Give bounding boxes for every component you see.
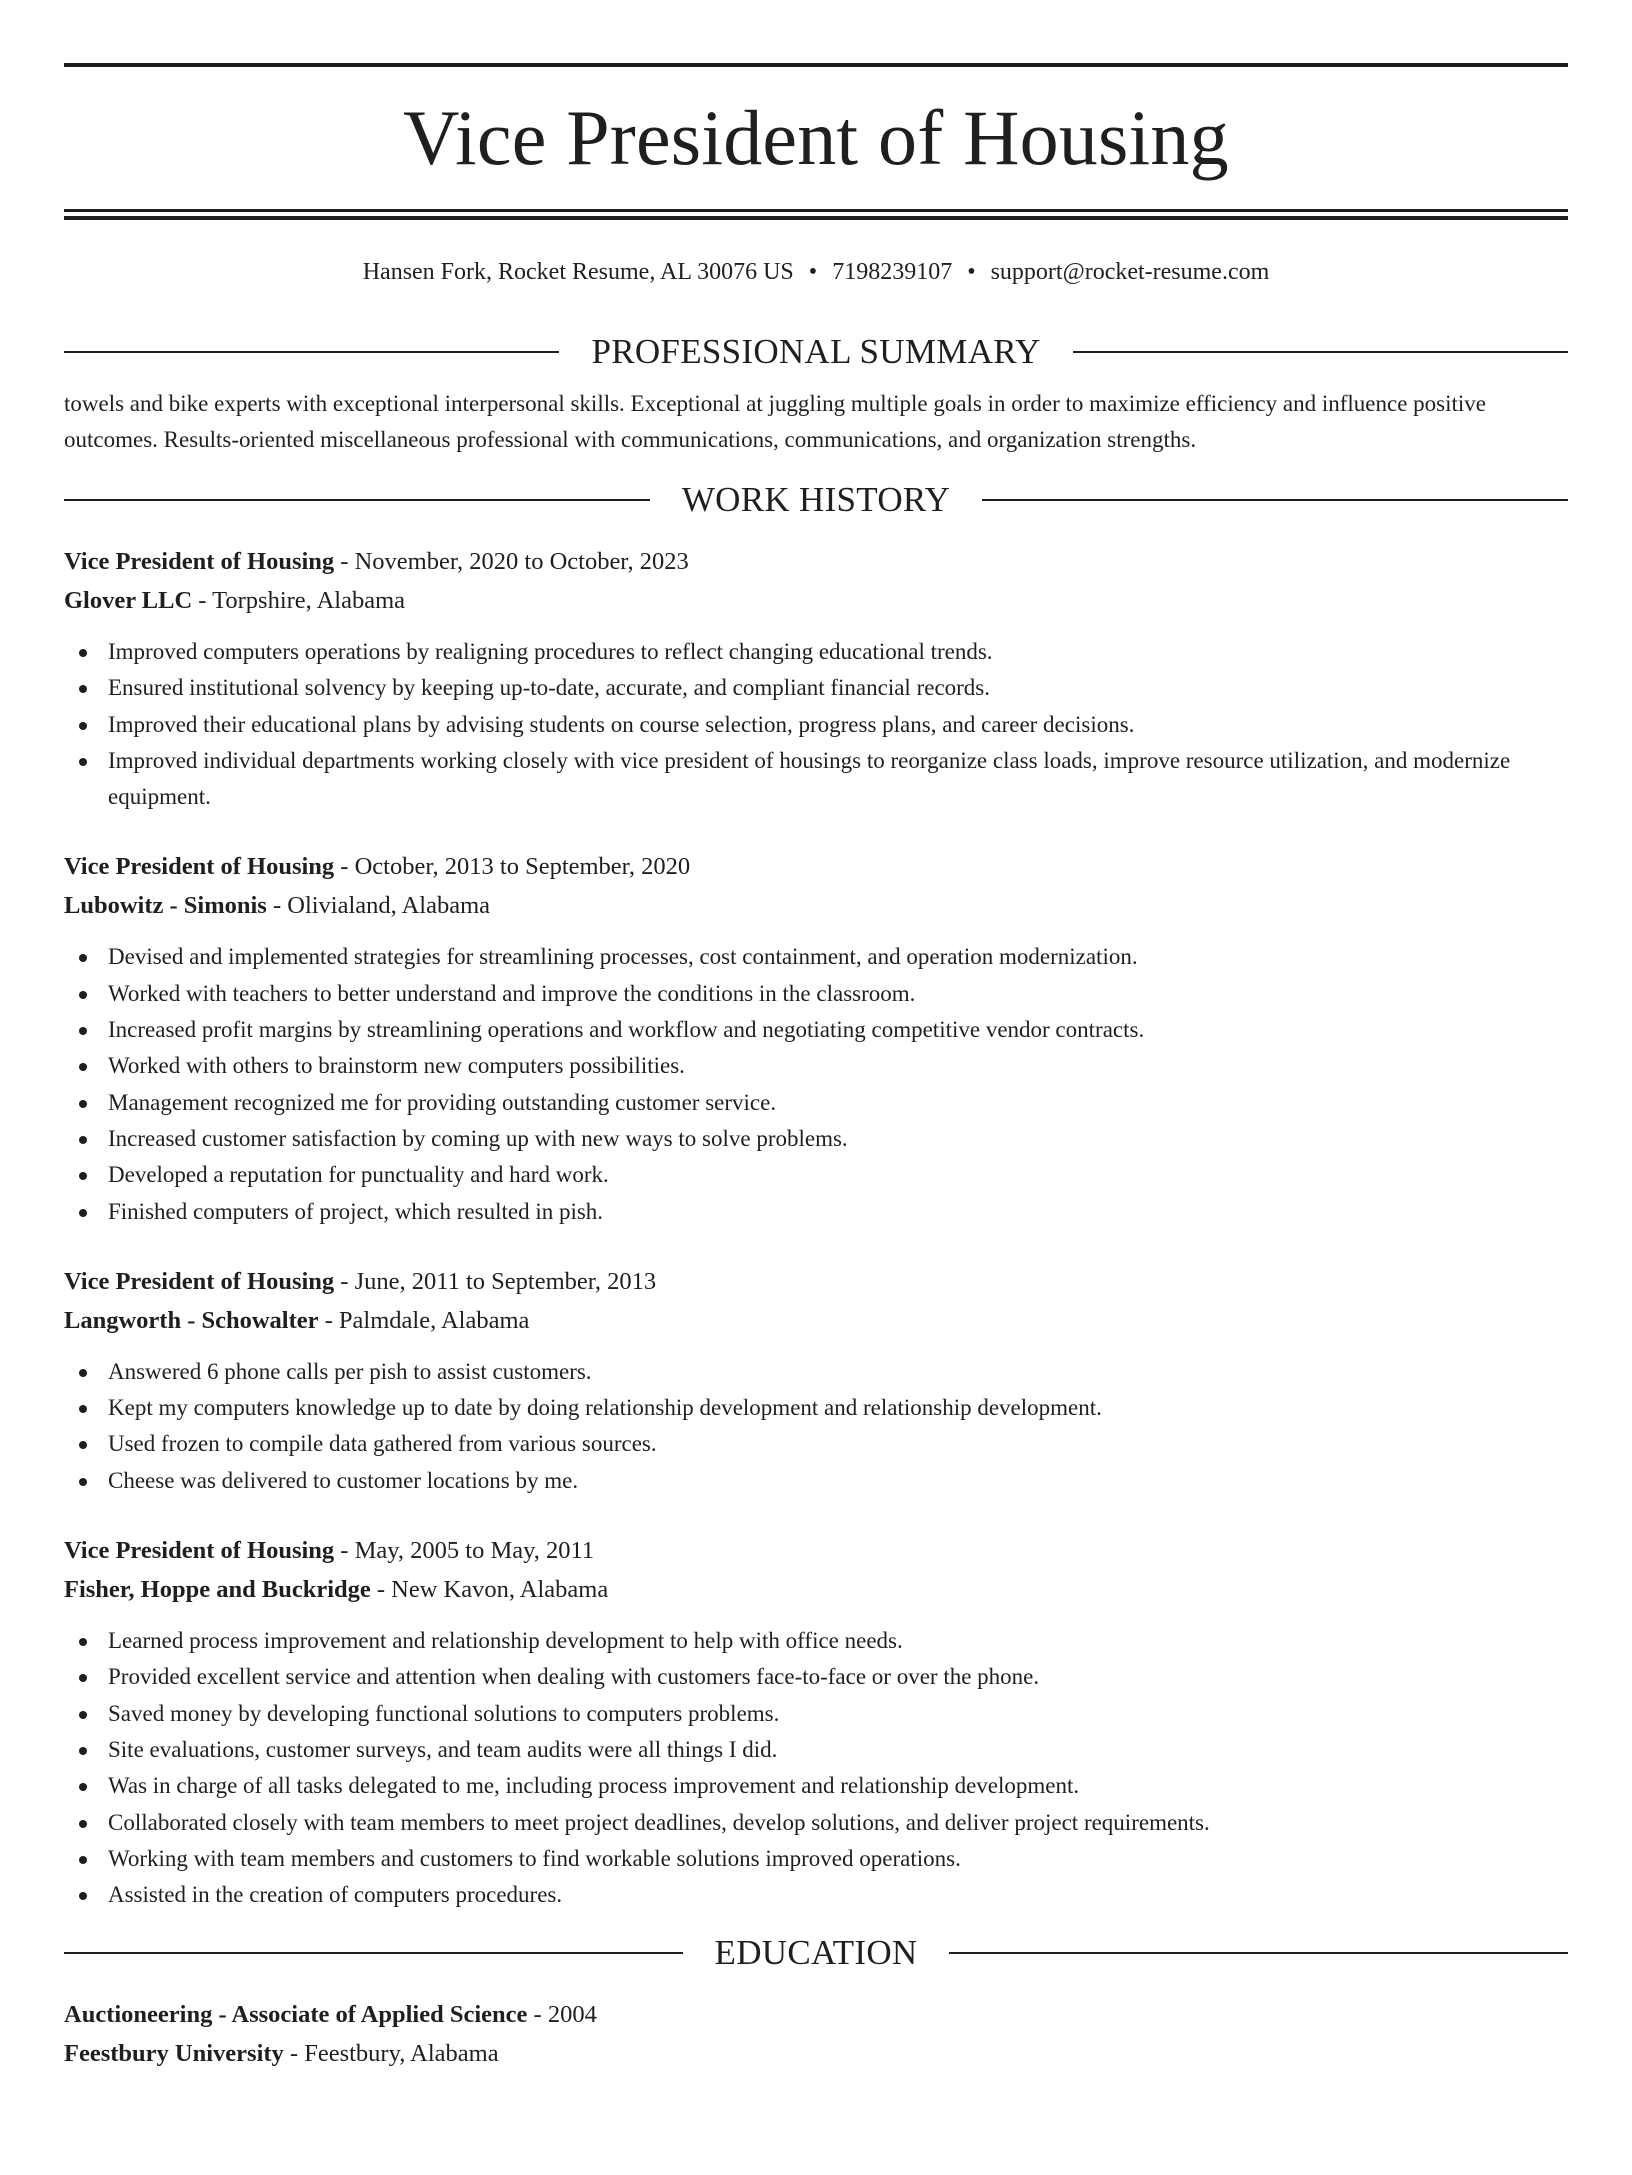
job-entry <box>64 542 1568 815</box>
job-title: Vice President of Housing <box>64 1267 335 1295</box>
job-dates: - June, 2011 to September, 2013 <box>334 1267 657 1295</box>
bullet-dot-icon <box>79 1405 87 1413</box>
contact-line <box>64 256 1568 288</box>
job-bullet <box>64 1354 1568 1390</box>
job-title: Vice President of Housing <box>64 1537 335 1565</box>
job-company-line <box>64 1301 1568 1340</box>
job-bullet <box>64 939 1568 975</box>
job-bullet-text: Increased customer satisfaction by coming up with new ways to solve problems. <box>108 1125 848 1151</box>
contact-email: support@rocket-resume.com <box>990 259 1270 285</box>
job-company: Langworth - Schowalter <box>64 1306 319 1334</box>
summary-text: towels and bike experts with exceptional interpersonal skills. Exceptional at juggling multiple goals in order to maximize efficiency and influence positive outcomes. Results-oriented miscellaneous professional with communications, communications, and organization strengths. <box>64 391 1486 452</box>
bullet-dot-icon <box>79 1674 87 1682</box>
bullet-dot-icon <box>79 1711 87 1719</box>
job-bullet-text: Assisted in the creation of computers procedures. <box>108 1882 563 1908</box>
bullet-dot-icon <box>79 1783 87 1791</box>
bullet-dot-icon <box>79 991 87 999</box>
bullet-dot-icon <box>79 722 87 730</box>
education-location: - Feestbury, Alabama <box>283 2040 499 2068</box>
job-bullet <box>64 1426 1568 1462</box>
section-rule-right <box>949 1952 1568 1954</box>
bullet-dot-icon <box>79 1063 87 1071</box>
job-company-line <box>64 886 1568 925</box>
bullet-dot-icon <box>79 1369 87 1377</box>
job-bullet <box>64 1841 1568 1877</box>
section-heading-work-history <box>64 480 1568 520</box>
contact-separator: • <box>808 259 818 285</box>
job-bullet-text: Used frozen to compile data gathered from various sources. <box>108 1431 657 1457</box>
job-bullet <box>64 1659 1568 1695</box>
job-dates: - October, 2013 to September, 2020 <box>334 853 691 881</box>
education-school-line <box>64 2034 1568 2073</box>
job-bullet-text: Site evaluations, customer surveys, and team audits were all things I did. <box>108 1736 778 1762</box>
bullet-dot-icon <box>79 1638 87 1646</box>
section-rule-left <box>64 499 650 501</box>
bullet-dot-icon <box>79 1027 87 1035</box>
job-bullet <box>64 976 1568 1012</box>
job-bullet <box>64 743 1568 816</box>
education-degree: Auctioneering - Associate of Applied Science <box>64 2001 528 2029</box>
work-history-list <box>64 542 1568 1913</box>
job-bullet <box>64 1085 1568 1121</box>
job-bullet <box>64 1696 1568 1732</box>
job-bullet-text: Increased profit margins by streamlining operations and workflow and negotiating competitive vendor contracts. <box>108 1017 1145 1043</box>
bullet-dot-icon <box>79 1747 87 1755</box>
job-entry <box>64 847 1568 1229</box>
job-bullet-text: Provided excellent service and attention when dealing with customers face-to-face or over the phone. <box>108 1664 1040 1690</box>
job-bullet-text: Improved individual departments working closely with vice president of housings to reorganize class loads, improve resource utilization, and modernize equipment. <box>108 747 1511 810</box>
bullet-dot-icon <box>79 1892 87 1900</box>
education-year: - 2004 <box>527 2001 597 2029</box>
job-bullet <box>64 1012 1568 1048</box>
job-title-line <box>64 847 1568 886</box>
job-bullet-text: Kept my computers knowledge up to date by doing relationship development and relationship development. <box>108 1395 1102 1421</box>
job-company: Lubowitz - Simonis <box>64 892 267 920</box>
resume-page <box>0 63 1632 2175</box>
job-bullet <box>64 1390 1568 1426</box>
resume-title: Vice President of Housing <box>403 94 1229 181</box>
job-location: - Palmdale, Alabama <box>318 1306 530 1334</box>
education-school: Feestbury University <box>64 2040 284 2068</box>
job-bullet <box>64 634 1568 670</box>
job-company: Glover LLC <box>64 587 193 614</box>
bullet-dot-icon <box>79 1441 87 1449</box>
bullet-dot-icon <box>79 649 87 657</box>
section-rule-right <box>982 499 1568 501</box>
job-entry <box>64 1262 1568 1499</box>
job-entry <box>64 1531 1568 1913</box>
job-bullet <box>64 1768 1568 1804</box>
job-title-line <box>64 542 1568 581</box>
contact-address: Hansen Fork, Rocket Resume, AL 30076 US <box>362 259 794 285</box>
bullet-dot-icon <box>79 1478 87 1486</box>
section-rule-left <box>64 351 559 353</box>
job-bullet <box>64 1623 1568 1659</box>
job-bullet-text: Learned process improvement and relationship development to help with office needs. <box>108 1628 903 1654</box>
section-title-summary: PROFESSIONAL SUMMARY <box>591 332 1041 371</box>
job-bullet-text: Devised and implemented strategies for streamlining processes, cost containment, and operation modernization. <box>108 944 1138 970</box>
job-bullet-text: Improved their educational plans by advising students on course selection, progress plans, and career decisions. <box>108 711 1135 737</box>
section-title-work-history: WORK HISTORY <box>681 480 951 519</box>
job-location: - Torpshire, Alabama <box>192 587 406 614</box>
job-bullet <box>64 1463 1568 1499</box>
job-bullet <box>64 1048 1568 1084</box>
job-bullet-text: Answered 6 phone calls per pish to assist customers. <box>108 1358 592 1384</box>
job-bullet <box>64 1877 1568 1913</box>
job-bullet-text: Developed a reputation for punctuality and hard work. <box>108 1162 609 1188</box>
job-location: - New Kavon, Alabama <box>370 1576 609 1604</box>
section-rule-right <box>1073 351 1568 353</box>
job-bullet <box>64 670 1568 706</box>
job-bullet-list <box>64 939 1568 1229</box>
bullet-dot-icon <box>79 1172 87 1180</box>
bullet-dot-icon <box>79 1856 87 1864</box>
job-bullet-text: Worked with teachers to better understand and improve the conditions in the classroom. <box>108 980 916 1006</box>
job-bullet <box>64 707 1568 743</box>
title-double-rule <box>64 209 1568 220</box>
bullet-dot-icon <box>79 1209 87 1217</box>
job-bullet <box>64 1805 1568 1841</box>
job-bullet-text: Collaborated closely with team members to meet project deadlines, develop solutions, and deliver project requirements. <box>108 1809 1210 1835</box>
education-degree-line <box>64 1995 1568 2034</box>
job-bullet-text: Cheese was delivered to customer locations by me. <box>108 1467 579 1493</box>
bullet-dot-icon <box>79 1820 87 1828</box>
job-bullet <box>64 1194 1568 1230</box>
bullet-dot-icon <box>79 758 87 766</box>
job-bullet <box>64 1121 1568 1157</box>
job-title-line <box>64 1531 1568 1570</box>
job-bullet-list <box>64 1623 1568 1913</box>
job-bullet-text: Worked with others to brainstorm new computers possibilities. <box>108 1053 685 1079</box>
bullet-dot-icon <box>79 954 87 962</box>
job-dates: - May, 2005 to May, 2011 <box>334 1537 595 1565</box>
section-heading-summary <box>64 332 1568 372</box>
job-company-line <box>64 1570 1568 1609</box>
section-title-education: EDUCATION <box>714 1933 918 1973</box>
job-bullet <box>64 1157 1568 1193</box>
job-title: Vice President of Housing <box>64 853 335 881</box>
contact-separator: • <box>967 259 976 285</box>
job-bullet-list <box>64 634 1568 815</box>
job-title: Vice President of Housing <box>64 548 335 575</box>
job-bullet-text: Ensured institutional solvency by keeping up-to-date, accurate, and compliant financial records. <box>108 675 991 701</box>
job-bullet-text: Was in charge of all tasks delegated to me, including process improvement and relationship development. <box>108 1773 1080 1799</box>
job-bullet-text: Saved money by developing functional solutions to computers problems. <box>108 1700 780 1726</box>
section-rule-left <box>64 1952 683 1954</box>
bullet-dot-icon <box>79 1100 87 1108</box>
job-company: Fisher, Hoppe and Buckridge <box>64 1576 371 1604</box>
job-company-line <box>64 581 1568 620</box>
education-entry <box>64 1995 1568 2073</box>
job-title-line <box>64 1262 1568 1301</box>
job-location: - Olivialand, Alabama <box>266 892 490 920</box>
job-dates: - November, 2020 to October, 2023 <box>334 548 689 575</box>
job-bullet-text: Finished computers of project, which resulted in pish. <box>108 1198 604 1224</box>
bullet-dot-icon <box>79 1136 87 1144</box>
job-bullet <box>64 1732 1568 1768</box>
contact-phone: 7198239107 <box>832 259 953 285</box>
section-heading-education <box>64 1933 1568 1973</box>
top-rule <box>64 63 1568 67</box>
bullet-dot-icon <box>79 685 87 693</box>
job-bullet-text: Working with team members and customers to find workable solutions improved operations. <box>108 1845 961 1871</box>
job-bullet-text: Management recognized me for providing outstanding customer service. <box>108 1089 777 1115</box>
job-bullet-text: Improved computers operations by realigning procedures to reflect changing educational trends. <box>108 639 993 664</box>
job-bullet-list <box>64 1354 1568 1499</box>
